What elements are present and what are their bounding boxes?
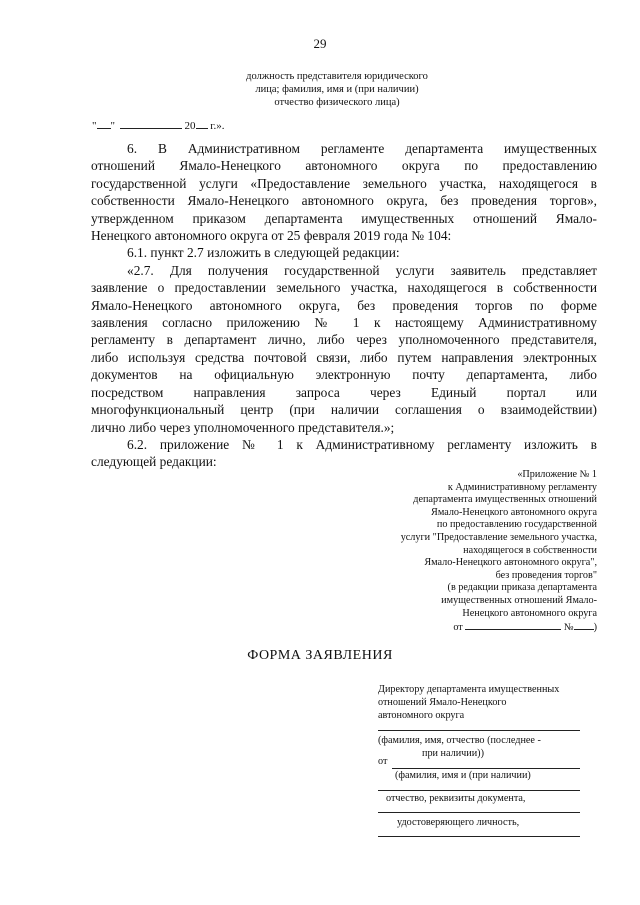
applicant-name-field[interactable] <box>392 768 580 769</box>
appendix-date-prefix: от <box>453 622 463 634</box>
p27-line: заявления согласно приложению № 1 к настоящему Административному <box>91 315 597 331</box>
date-suffix: г.». <box>210 120 225 132</box>
p27-line: посредством направления запроса через Единый портал или <box>91 384 597 400</box>
appendix-line: Ямало-Ненецкого автономного округа", <box>424 557 597 569</box>
applicant-field-2[interactable] <box>378 790 580 791</box>
fio-caption-2: при наличии)) <box>422 748 484 759</box>
p6-line: утвержденном приказом департамента имущественных отношений Ямало- <box>91 210 597 226</box>
addressee-line-3: автономного округа <box>378 710 465 721</box>
p27-line: Ямало-Ненецкого автономного округа, без проведения торгов по форме <box>91 297 597 313</box>
date-quote-open: " <box>92 120 97 132</box>
p27-line: либо используя средства почтовой связи, либо путем направления электронных <box>91 349 597 365</box>
p6-line: собственности Ямало-Ненецкого автономного округа, без проведения торгов», <box>91 193 597 209</box>
appendix-line: по предоставлению государственной <box>436 519 597 531</box>
appendix-line: имущественных отношений Ямало- <box>441 594 597 606</box>
appendix-line: находящегося в собственности <box>463 544 597 556</box>
fio-caption-1: (фамилия, имя, отчество (последнее - <box>378 735 541 746</box>
caption-line-2: лица; фамилия, имя и (при наличии) <box>255 84 419 95</box>
appendix-line: департамента имущественных отношений <box>413 494 597 506</box>
applicant-caption: (фамилия, имя и (при наличии) <box>395 770 531 781</box>
appendix-line: без проведения торгов" <box>495 569 597 581</box>
appendix-line: «Приложение № 1 <box>517 469 597 480</box>
p27-line-last: лично либо через уполномоченного представителя.»; <box>91 419 395 435</box>
p6-line: государственной услуги «Предоставление земельного участка, находящегося в <box>91 175 597 191</box>
date-quote-close: " <box>110 120 115 132</box>
p6-line: отношений Ямало-Ненецкого автономного округа по предоставлению <box>91 158 597 174</box>
appendix-line: Ненецкого автономного округа <box>462 607 597 619</box>
caption-line-1: должность представителя юридического <box>246 71 428 82</box>
applicant-field-3[interactable] <box>378 812 580 813</box>
p6-line-last: Ненецкого автономного округа от 25 февраля 2019 года № 104: <box>91 228 452 244</box>
p27-line: документов на официальную электронную почту департамента, либо <box>91 367 597 383</box>
appendix-date-line <box>327 620 597 635</box>
paragraph-6-1: 6.1. пункт 2.7 изложить в следующей редакции: <box>127 245 400 261</box>
p27-line: заявление о предоставлении земельного участка, находящегося в собственности <box>91 280 597 296</box>
p27-line: многофункциональный центр (при наличии соглашения о взаимодействии) <box>91 402 597 418</box>
p6-line: 6. В Административном регламенте департамента имущественных <box>127 141 597 156</box>
appendix-line: Ямало-Ненецкого автономного округа <box>431 506 597 518</box>
caption-line-3: отчество физического лица) <box>274 97 400 108</box>
id-caption: удостоверяющего личность, <box>397 817 520 828</box>
addressee-line-1: Директору департамента имущественных <box>378 684 560 695</box>
p62-line-1: 6.2. приложение № 1 к Административному регламенту изложить в <box>127 436 597 452</box>
date-year: 20 <box>184 120 196 132</box>
p27-line: «2.7. Для получения государственной услуги заявитель представляет <box>127 262 597 278</box>
p62-line-2: следующей редакции: <box>91 454 217 470</box>
page-number: 29 <box>313 36 327 51</box>
appendix-block <box>327 469 597 635</box>
from-label: от <box>378 756 388 767</box>
signature-date-line <box>92 119 225 132</box>
applicant-field-4[interactable] <box>378 836 580 837</box>
appendix-line: услуги "Предоставление земельного участка, <box>400 531 597 543</box>
director-name-field[interactable] <box>378 730 580 731</box>
appendix-line: (в редакции приказа департамента <box>447 582 597 594</box>
p27-line: регламенту в департамент лично, либо через уполномоченного представителя, <box>91 332 597 348</box>
appendix-line: к Административному регламенту <box>447 481 597 493</box>
paragraph-6 <box>91 140 597 471</box>
addressee-line-2: отношений Ямало-Ненецкого <box>378 697 507 708</box>
appendix-date-close: ) <box>593 622 597 634</box>
appendix-date-number-sign: № <box>563 622 574 634</box>
form-title: ФОРМА ЗАЯВЛЕНИЯ <box>247 648 393 663</box>
doc-caption: отчество, реквизиты документа, <box>386 793 526 804</box>
